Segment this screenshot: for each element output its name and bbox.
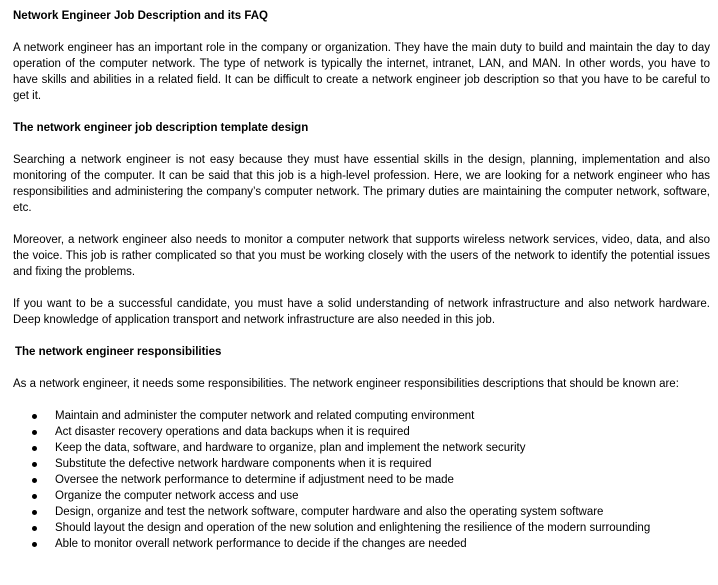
list-item	[13, 440, 710, 456]
bullet-icon	[32, 494, 37, 499]
list-item	[13, 536, 710, 552]
intro-paragraph: A network engineer has an important role in the company or organization. They have the main duty to build and maintain the day to day operation of the computer network. The type of network is typically the internet, intranet, LAN, and MAN. In other words, you have to have skills and abilities in a related field. It can be difficult to create a network engineer job description so that you have to be careful to get it.	[13, 42, 710, 102]
paragraph-candidate: If you want to be a successful candidate, you must have a solid understanding of network infrastructure and also network hardware. Deep knowledge of application transport and network infrastructure are also needed in this job.	[13, 298, 710, 326]
list-item-text: Oversee the network performance to determine if adjustment need to be made	[55, 474, 454, 486]
list-item	[13, 488, 710, 504]
list-item	[13, 424, 710, 440]
list-item-text: Should layout the design and operation of the new solution and enlightening the resilience of the modern surrounding	[55, 522, 651, 534]
list-item-text: Substitute the defective network hardware components when it is required	[55, 458, 432, 470]
list-item	[13, 504, 710, 520]
list-item-text: Organize the computer network access and use	[55, 490, 299, 502]
bullet-icon	[32, 542, 37, 547]
paragraph-moreover: Moreover, a network engineer also needs to monitor a computer network that supports wireless network services, video, data, and also the voice. This job is rather complicated so that you must be working closely with the users of the network to identify the potential issues and fixing the problems.	[13, 234, 710, 278]
bullet-icon	[32, 446, 37, 451]
spacer	[13, 24, 710, 40]
list-item-text: Act disaster recovery operations and data backups when it is required	[55, 426, 410, 438]
section-heading-responsibilities: The network engineer responsibilities	[15, 346, 222, 358]
spacer	[13, 136, 710, 152]
list-item-text: Keep the data, software, and hardware to organize, plan and implement the network security	[55, 442, 526, 454]
list-item	[13, 408, 710, 424]
spacer	[13, 280, 710, 296]
spacer	[13, 328, 710, 344]
spacer	[13, 104, 710, 120]
list-item-text: Able to monitor overall network performance to decide if the changes are needed	[55, 538, 467, 550]
list-item	[13, 472, 710, 488]
responsibilities-intro: As a network engineer, it needs some responsibilities. The network engineer responsibilities descriptions that should be known are:	[13, 378, 679, 390]
bullet-icon	[32, 526, 37, 531]
section-heading-template-design: The network engineer job description template design	[13, 122, 309, 134]
document	[13, 8, 710, 552]
bullet-icon	[32, 478, 37, 483]
bullet-icon	[32, 462, 37, 467]
document-title: Network Engineer Job Description and its FAQ	[13, 10, 268, 22]
responsibilities-list	[13, 408, 710, 552]
spacer	[13, 360, 710, 376]
list-item	[13, 456, 710, 472]
bullet-icon	[32, 430, 37, 435]
paragraph-searching: Searching a network engineer is not easy because they must have essential skills in the design, planning, implementation and also monitoring of the computer. It can be said that this job is a high-level profession. Here, we are looking for a network engineer who has responsibilities and administering the company’s computer network. The primary duties are maintaining the computer network, software, etc.	[13, 154, 710, 214]
list-item	[13, 520, 710, 536]
spacer	[13, 392, 710, 408]
spacer	[13, 216, 710, 232]
bullet-icon	[32, 414, 37, 419]
list-item-text: Design, organize and test the network software, computer hardware and also the operating system software	[55, 506, 604, 518]
bullet-icon	[32, 510, 37, 515]
list-item-text: Maintain and administer the computer network and related computing environment	[55, 410, 475, 422]
